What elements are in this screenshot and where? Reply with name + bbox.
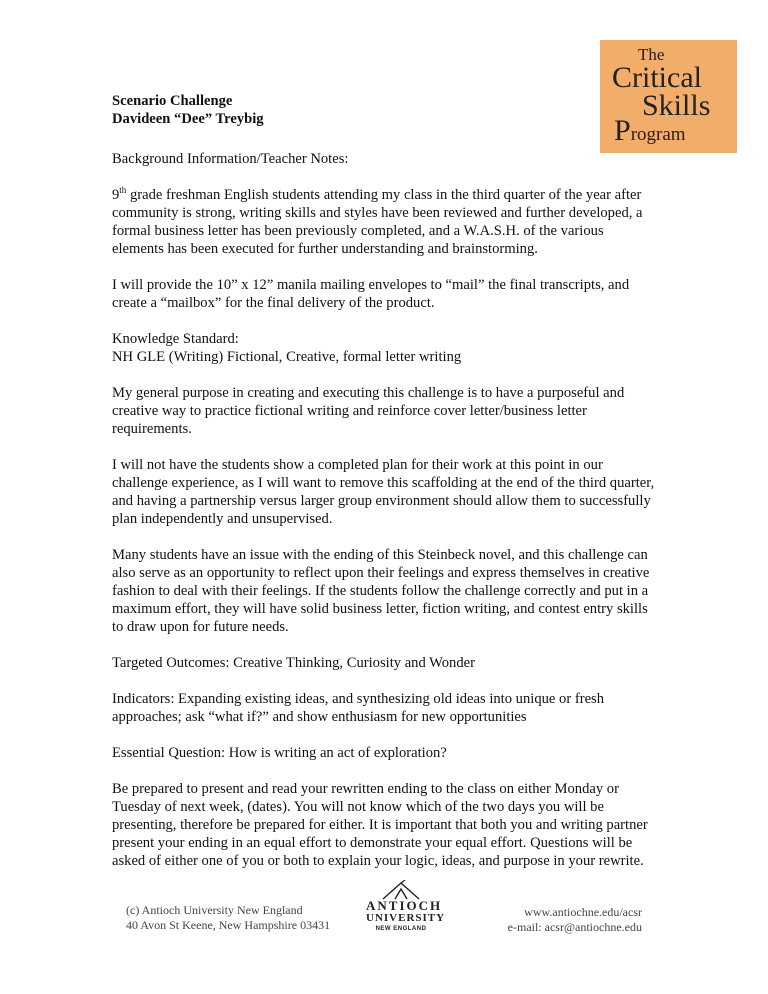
footer-street: 40 Avon St Keene, New Hampshire 03431 [126, 918, 331, 932]
knowledge-heading: Knowledge Standard: [112, 331, 239, 347]
background-heading: Background Information/Teacher Notes: [112, 151, 349, 167]
grade-suffix: th [119, 185, 127, 196]
paragraph-background-text: grade freshman English students attending my class in the third quarter of the year after community is strong, writing skills and styles have been reviewed and further developed, a formal business letter has been previously completed, and a W.A.S.H. of the various elements has been executed for further understanding and brainstorming. [112, 187, 643, 257]
antioch-logo [366, 880, 446, 934]
paragraph-presentation: Be prepared to present and read your rewritten ending to the class on either Monday or Tuesday of next week, (dates). You will not know which of the two days you will be presenting, therefore be prepared for either. It is important that both you and writing partner present your ending in an equal effort to demonstrate your equal effort. Questions will be asked of either one of you or both to explain your logic, ideas, and purpose in your rewrite. [112, 781, 648, 869]
targeted-outcomes: Targeted Outcomes: Creative Thinking, Curiosity and Wonder [112, 655, 475, 671]
page-footer [0, 880, 768, 940]
footer-website: www.antiochne.edu/acsr [524, 905, 642, 919]
footer-email: e-mail: acsr@antiochne.edu [507, 920, 642, 934]
new-england-word: NEW ENGLAND [375, 926, 427, 932]
paragraph-purpose: My general purpose in creating and executing this challenge is to have a purposeful and creative way to practice fictional writing and reinforce cover letter/business letter requirements. [112, 385, 625, 437]
logo-program-rest: rogram [630, 124, 686, 145]
document-title: Scenario Challenge [112, 93, 233, 109]
logo-line-the: The [638, 45, 665, 64]
logo-program-initial: P [614, 114, 631, 147]
footer-contact [508, 905, 642, 935]
essential-question: Essential Question: How is writing an act of exploration? [112, 745, 447, 761]
knowledge-standard [112, 330, 658, 366]
antioch-emblem-icon [379, 880, 423, 900]
paragraph-novel-ending: Many students have an issue with the ending of this Steinbeck novel, and this challenge can also serve as an opportunity to reflect upon their feelings and express themselves in creative fashion to deal with their feelings. If the students follow the challenge correctly and put in a maximum effort, they will have solid business letter, fiction writing, and contest entry skills to draw upon for future needs. [112, 547, 650, 635]
logo-line-skills: Skills [642, 89, 711, 122]
knowledge-text: NH GLE (Writing) Fictional, Creative, formal letter writing [112, 349, 462, 365]
logo-line-critical: Critical [612, 61, 702, 94]
document-author: Davideen “Dee” Treybig [112, 111, 264, 127]
grade-number: 9 [112, 187, 120, 203]
paragraph-plan: I will not have the students show a completed plan for their work at this point in our challenge experience, as I will want to remove this scaffolding at the end of the third quarter, and having a partnership versus larger group environment should allow them to successfully plan independently and unsupervised. [112, 457, 655, 527]
antioch-word: ANTIOCH [366, 898, 443, 913]
paragraph-background [112, 186, 658, 258]
paragraph-envelopes: I will provide the 10” x 12” manila mailing envelopes to “mail” the final transcripts, and create a “mailbox” for the final delivery of the product. [112, 277, 630, 311]
document-body [112, 92, 658, 888]
footer-address [126, 903, 330, 933]
indicators: Indicators: Expanding existing ideas, and synthesizing old ideas into unique or fresh approaches; ask “what if?” and show enthusiasm for new opportunities [112, 691, 605, 725]
university-word: UNIVERSITY [366, 912, 446, 924]
footer-copyright: (c) Antioch University New England [126, 903, 303, 917]
